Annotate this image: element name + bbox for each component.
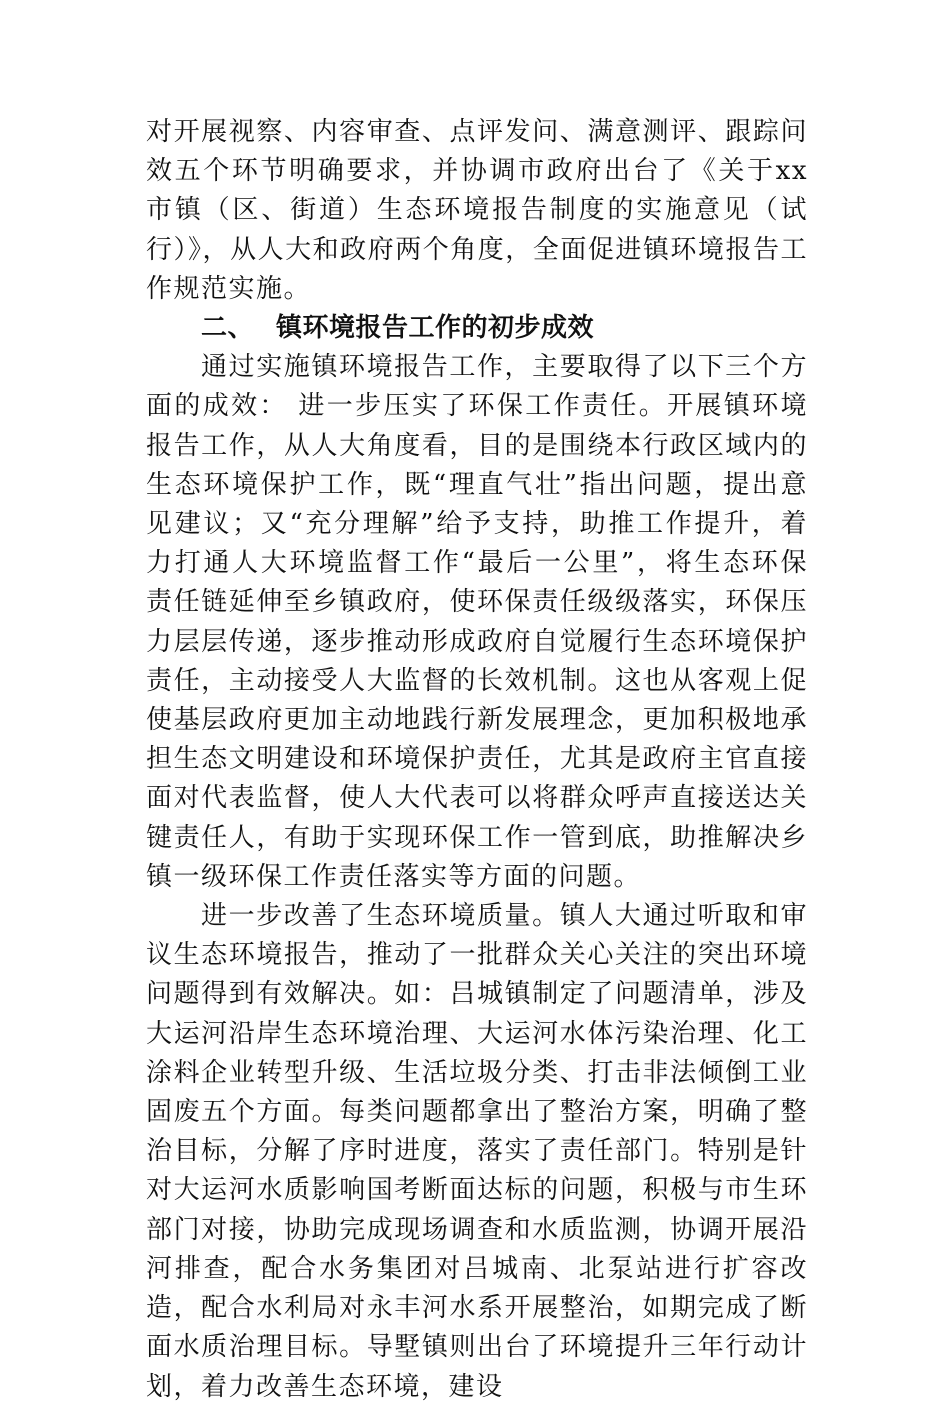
paragraph-results-intro: 通过实施镇环境报告工作，主要取得了以下三个方面的成效： 进一步压实了环保工作责任。开展镇环境报告工作，从人大角度看，目的是围绕本行政区域内的生态环境保护工作，既“理直气壮”指出问题，提出意见建议；又“充分理解”给予支持，助推工作提升，着力打通人大环境监督工作“最后一公里”，将生态环保责任链延伸至乡镇政府，使环保责任级级落实，环保压力层层传递，逐步推动形成政府自觉履行生态环境保护责任，主动接受人大监督的长效机制。这也从客观上促使基层政府更加主动地践行新发展理念，更加积极地承担生态文明建设和环境保护责任，尤其是政府主官直接面对代表监督，使人大代表可以将群众呼声直接送达关键责任人，有助于实现环保工作一管到底，助推解决乡镇一级环保工作责任落实等方面的问题。 — [146, 352, 808, 892]
paragraph-environment-quality: 进一步改善了生态环境质量。镇人大通过听取和审议生态环境报告，推动了一批群众关心关注的突出环境问题得到有效解决。如：吕城镇制定了问题清单，涉及大运河沿岸生态环境治理、大运河水体污染治理、化工涂料企业转型升级、生活垃圾分类、打击非法倾倒工业固废五个方面。每类问题都拿出了整治方案，明确了整治目标，分解了序时进度，落实了责任部门。特别是针对大运河水质影响国考断面达标的问题，积极与市生环部门对接，协助完成现场调查和水质监测，协调开展沿河排查，配合水务集团对吕城南、北泵站进行扩容改造，配合水利局对永丰河水系开展整治，如期完成了断面水质治理目标。导墅镇则出台了环境提升三年行动计划，着力改善生态环境，建设 — [146, 901, 808, 1402]
section-title: 镇环境报告工作的初步成效 — [276, 313, 595, 344]
document-body — [146, 113, 808, 1407]
paragraph-continued: 对开展视察、内容审查、点评发问、满意测评、跟踪问效五个环节明确要求，并协调市政府出台了《关于xx市镇（区、街道）生态环境报告制度的实施意见（试行）》，从人大和政府两个角度，全面促进镇环境报告工作规范实施。 — [146, 117, 808, 304]
section-heading — [146, 309, 808, 348]
section-number: 二、 — [201, 313, 255, 344]
